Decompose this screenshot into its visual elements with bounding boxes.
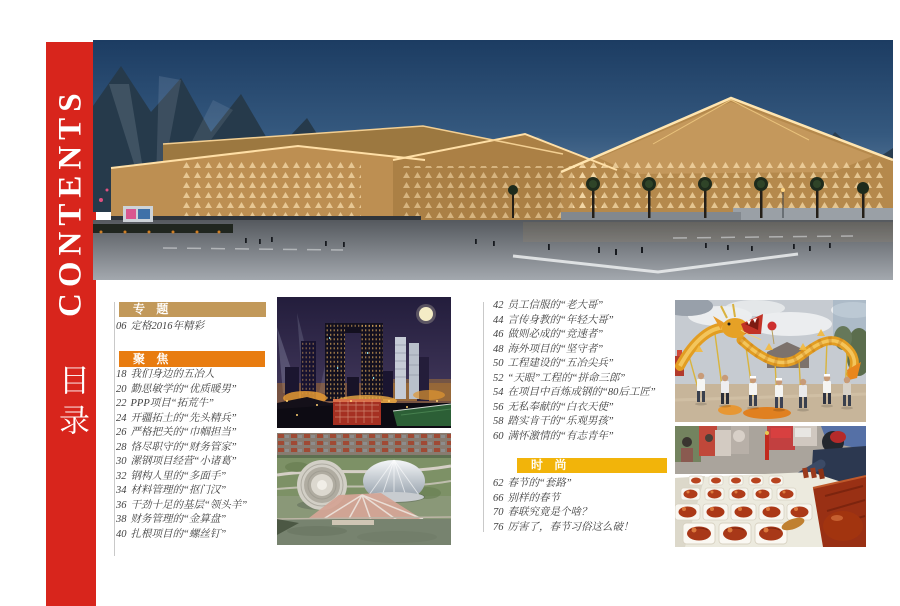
column-divider-left <box>114 302 115 556</box>
column-divider-right <box>483 302 484 532</box>
toc-entry-title: 满怀激情的“有志青年” <box>507 430 614 442</box>
toc-entry-page-number: 70 <box>493 507 504 518</box>
toc-entry <box>493 328 656 343</box>
toc-entry-title: 钢构人里的“多面手” <box>130 470 227 482</box>
toc-list-special <box>116 320 204 335</box>
toc-entry-page-number: 44 <box>493 314 504 326</box>
toc-entry-page-number: 20 <box>116 383 127 395</box>
dragon-dance-photo <box>675 300 866 422</box>
toc-entry-title: 踏实肯干的“乐观男孩” <box>507 416 614 427</box>
toc-entry-title: “天眼”工程的“拼命三郎” <box>507 372 626 384</box>
toc-entry-title: 春节的“套路” <box>507 478 572 489</box>
toc-entry <box>493 299 656 314</box>
toc-entry <box>116 470 247 485</box>
toc-entry-title: 材料管理的“抠门汉” <box>130 485 227 496</box>
toc-entry <box>116 320 204 335</box>
toc-entry-page-number: 24 <box>116 412 127 424</box>
toc-entry-page-number: 40 <box>116 528 127 540</box>
toc-entry-title: 员工信服的“老大哥” <box>507 300 604 311</box>
toc-entry-page-number: 52 <box>493 372 504 384</box>
toc-entry-page-number: 46 <box>493 329 504 340</box>
toc-entry <box>493 492 634 507</box>
toc-entry <box>493 506 634 521</box>
toc-entry-page-number: 50 <box>493 358 504 369</box>
toc-entry-page-number: 60 <box>493 430 504 442</box>
toc-entry-title: 定格2016年精彩 <box>130 321 204 332</box>
toc-entry-page-number: 66 <box>493 492 504 504</box>
toc-entry <box>116 397 247 412</box>
toc-entry <box>493 357 656 372</box>
toc-entry <box>116 499 247 514</box>
toc-entry-title: 工程建设的“五冶尖兵” <box>507 358 614 369</box>
toc-entry-page-number: 56 <box>493 401 504 413</box>
toc-list-focus-col2 <box>493 299 656 444</box>
toc-entry-page-number: 22 <box>116 398 127 409</box>
toc-entry <box>116 528 247 543</box>
toc-entry <box>116 383 247 398</box>
section-bar-focus: 聚 焦 <box>119 351 265 367</box>
toc-entry-page-number: 28 <box>116 441 127 453</box>
toc-entry-page-number: 26 <box>116 427 127 438</box>
toc-list-fashion <box>493 477 634 535</box>
toc-entry-title: 在项目中百炼成钢的“80后工匠” <box>507 387 656 398</box>
toc-entry-page-number: 42 <box>493 300 504 311</box>
toc-entry <box>493 386 656 401</box>
toc-entry-page-number: 54 <box>493 387 504 398</box>
toc-entry-page-number: 32 <box>116 470 127 482</box>
toc-entry-page-number: 62 <box>493 478 504 489</box>
toc-entry-title: 厉害了，春节习俗这么破！ <box>507 521 634 533</box>
toc-entry-page-number: 58 <box>493 416 504 427</box>
toc-entry-page-number: 06 <box>116 321 127 332</box>
section-bar-fashion: 时 尚 <box>517 458 667 473</box>
toc-entry-title: 言传身教的“年轻大哥” <box>507 314 614 326</box>
toc-entry-page-number: 18 <box>116 369 127 380</box>
toc-entry-title: 开疆拓土的“先头精兵” <box>130 412 237 424</box>
toc-entry-page-number: 38 <box>116 514 127 525</box>
toc-entry-title: 严格把关的“巾帼担当” <box>130 427 237 438</box>
toc-entry <box>116 412 247 427</box>
toc-entry <box>493 521 634 536</box>
toc-entry <box>493 343 656 358</box>
toc-entry-title: 春联究竟是个啥？ <box>507 507 592 518</box>
toc-entry <box>116 455 247 470</box>
toc-entry-page-number: 36 <box>116 499 127 511</box>
toc-entry-page-number: 76 <box>493 521 504 533</box>
spine-title-english: CONTENTS <box>52 87 89 317</box>
aerial-buildings-photo <box>277 433 451 545</box>
toc-entry <box>493 415 656 430</box>
toc-entry-title: 做则必成的“竞速者” <box>507 329 604 340</box>
main-building-dusk-photo <box>93 40 893 280</box>
toc-list-focus-col1 <box>116 368 247 542</box>
toc-entry-title: 漯钢项目经营“小诸葛” <box>130 456 237 467</box>
spine-title-chinese: 目录 <box>54 364 89 444</box>
toc-entry-page-number: 34 <box>116 485 127 496</box>
toc-entry-title: 我们身边的五冶人 <box>130 369 215 380</box>
toc-entry-title: 海外项目的“坚守者” <box>507 343 604 355</box>
food-market-photo <box>675 426 866 547</box>
toc-entry-title: 无私奉献的“白衣天使” <box>507 401 614 413</box>
toc-entry <box>493 430 656 445</box>
toc-entry <box>493 372 656 387</box>
toc-entry-page-number: 30 <box>116 456 127 467</box>
spine-bar <box>46 42 96 606</box>
toc-entry-title: 扎根项目的“螺丝钉” <box>130 528 227 540</box>
section-bar-special: 专 题 <box>119 302 266 317</box>
toc-entry <box>116 368 247 383</box>
toc-entry <box>116 426 247 441</box>
toc-entry-title: 勤思敏学的“优质暖男” <box>130 383 237 395</box>
toc-entry-title: 干劲十足的基层“领头羊” <box>130 499 248 511</box>
toc-entry <box>493 477 634 492</box>
city-night-photo <box>277 297 451 428</box>
toc-entry <box>116 484 247 499</box>
toc-entry <box>493 401 656 416</box>
toc-entry <box>116 441 247 456</box>
toc-entry <box>493 314 656 329</box>
toc-entry-title: 财务管理的“金算盘” <box>130 514 227 525</box>
toc-entry-title: 别样的春节 <box>507 492 560 504</box>
toc-entry-title: PPP项目“拓荒牛” <box>130 398 214 409</box>
toc-entry-page-number: 48 <box>493 343 504 355</box>
toc-entry <box>116 513 247 528</box>
toc-entry-title: 恪尽职守的“财务管家” <box>130 441 237 453</box>
